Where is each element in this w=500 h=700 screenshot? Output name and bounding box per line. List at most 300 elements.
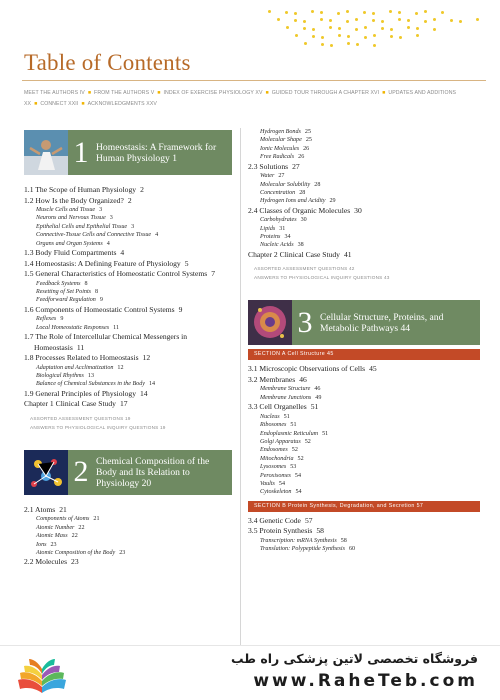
toc-subentry-text: Endosomes xyxy=(260,447,288,454)
toc-heading-text: Chapter 2 Clinical Case Study xyxy=(248,249,340,259)
toc-page-number: 22 xyxy=(78,524,85,531)
footer-watermark xyxy=(0,645,500,700)
toc-subentry-text: Free Radicals xyxy=(260,154,295,161)
toc-page-number: 2 xyxy=(140,185,144,194)
toc-page-number: 45 xyxy=(369,364,377,374)
toc-subentry[interactable] xyxy=(248,189,480,197)
separator-square-icon: ■ xyxy=(81,101,85,107)
decor-dot xyxy=(381,20,384,23)
spacer xyxy=(248,282,480,300)
decor-dot xyxy=(373,34,376,37)
toc-subentry-text: Adaptation and Acclimatization xyxy=(36,364,114,371)
footer-url-link[interactable]: www.RaheTeb.com xyxy=(253,671,478,691)
toc-page-number: 27 xyxy=(278,173,285,180)
toc-subentry-text: Resetting of Set Points xyxy=(36,288,92,295)
toc-heading-entry[interactable] xyxy=(24,259,232,270)
toc-page-number: 23 xyxy=(71,557,79,567)
toc-subentry[interactable] xyxy=(24,206,232,214)
decor-dot xyxy=(304,42,307,45)
toc-page-number: 52 xyxy=(291,447,298,454)
toc-page-number: 12 xyxy=(142,353,151,363)
front-matter-link[interactable]: UPDATES AND ADDITIONS xyxy=(388,90,457,96)
toc-subentry-text: Lysosomes xyxy=(260,464,287,471)
toc-page-number: 3 xyxy=(99,207,103,213)
toc-heading-text: 1.5 General Characteristics of Homeostatic Control Systems xyxy=(24,269,208,279)
toc-heading-text: 3.2 Membranes xyxy=(248,374,296,384)
decor-dot xyxy=(311,10,314,13)
toc-subentry-text: Epithelial Cells and Epithelial Tissue xyxy=(36,223,128,230)
toc-subentry[interactable] xyxy=(248,241,480,249)
toc-subentry[interactable] xyxy=(248,480,480,488)
toc-subentry[interactable] xyxy=(248,438,480,446)
toc-page-number: 54 xyxy=(294,472,302,479)
spacer xyxy=(24,175,232,185)
toc-heading-text: Chapter 1 Clinical Case Study xyxy=(24,399,116,409)
toc-subentry[interactable] xyxy=(24,372,232,380)
decor-dot xyxy=(381,27,384,30)
toc-subentry[interactable] xyxy=(248,225,480,233)
decor-dot xyxy=(372,12,375,15)
assessment-entry[interactable] xyxy=(248,264,480,273)
toc-heading-entry[interactable] xyxy=(24,248,232,259)
toc-page-number: 26 xyxy=(303,145,310,152)
toc-subentry-text: Membrane Junctions xyxy=(260,394,312,401)
toc-subentry-text: Carbohydrates xyxy=(260,217,297,224)
separator-square-icon: ■ xyxy=(34,101,38,107)
column-divider xyxy=(240,128,241,650)
toc-heading-text: 1.4 Homeostasis: A Defining Feature of Physiology xyxy=(24,258,181,268)
toc-subentry[interactable] xyxy=(24,380,232,388)
toc-heading-entry[interactable] xyxy=(24,389,232,400)
chapter-thumbnail-image xyxy=(248,300,292,345)
toc-heading-entry[interactable] xyxy=(24,399,232,410)
toc-page-number: 4 xyxy=(120,248,125,258)
toc-subentry-text: Peroxisomes xyxy=(260,472,291,479)
toc-subentry-text: Molecular Shape xyxy=(260,137,302,144)
toc-subentry-text: Atomic Composition of the Body xyxy=(36,549,116,556)
toc-subentry-text: Biological Rhythms xyxy=(36,372,84,379)
toc-page-number: 34 xyxy=(284,234,291,241)
toc-page-number: 51 xyxy=(283,413,290,420)
toc-heading-entry[interactable] xyxy=(248,526,480,537)
assessment-entry[interactable] xyxy=(24,423,232,432)
toc-subentry[interactable] xyxy=(248,172,480,180)
toc-subentry-text: Organs and Organ Systems xyxy=(36,240,103,247)
toc-heading-text: 1.2 How Is the Body Organized? xyxy=(24,195,124,205)
separator-square-icon: ■ xyxy=(87,90,92,96)
decor-dot xyxy=(399,36,402,39)
toc-subentry-text: Vaults xyxy=(260,480,275,487)
section-banner xyxy=(248,349,480,360)
chapter-title-text: Homeostasis: A Framework for Human Physiology xyxy=(96,141,217,164)
assessment-page: 42 xyxy=(348,266,355,272)
toc-heading-text: 1.8 Processes Related to Homeostasis xyxy=(24,353,139,363)
decor-dot xyxy=(364,26,367,29)
section-banner xyxy=(248,501,480,512)
toc-heading-entry[interactable] xyxy=(24,332,232,353)
toc-subentry[interactable] xyxy=(248,181,480,189)
toc-subentry-text: Local Homeostatic Responses xyxy=(36,324,110,331)
toc-heading-text: 1.6 Components of Homeostatic Control Systems xyxy=(24,304,175,314)
toc-page-number: 46 xyxy=(299,374,307,384)
title-divider xyxy=(22,80,486,81)
toc-subentry-text: Ions xyxy=(36,541,47,548)
chapter-banner xyxy=(248,300,480,345)
toc-page-number: 51 xyxy=(322,430,329,437)
spacer xyxy=(24,432,232,450)
front-matter-link[interactable]: INDEX OF EXERCISE PHYSIOLOGY xyxy=(163,90,254,96)
toc-subentry[interactable] xyxy=(248,394,480,402)
toc-subentry-text: Balance of Chemical Substances in the Body xyxy=(36,381,145,388)
toc-subentry-text: Lipids xyxy=(260,225,276,232)
chapter-title xyxy=(316,312,480,334)
chapter-thumbnail-image xyxy=(24,130,68,175)
chapter-title xyxy=(92,456,232,489)
toc-heading-text: 2.3 Solutions xyxy=(248,161,289,171)
decor-dot xyxy=(441,11,444,14)
toc-page-number: 12 xyxy=(117,364,124,371)
toc-heading-text: 2.4 Classes of Organic Molecules xyxy=(248,205,351,215)
toc-heading-text: 3.1 Microscopic Observations of Cells xyxy=(248,364,366,374)
toc-heading-text: 1.1 The Scope of Human Physiology xyxy=(24,185,137,194)
toc-heading-entry[interactable] xyxy=(248,364,480,375)
separator-square-icon: ■ xyxy=(265,90,269,96)
decor-dot xyxy=(355,28,358,31)
footer-divider xyxy=(0,645,500,646)
chapter-title-text: Cellular Structure, Proteins, and Metabolic Pathways xyxy=(320,311,444,334)
toc-page-number: 54 xyxy=(278,480,285,487)
toc-page-number: 54 xyxy=(295,489,302,496)
toc-subentry-text: Atomic Mass xyxy=(36,533,68,540)
toc-heading-entry[interactable] xyxy=(24,196,232,207)
toc-page-number: 3 xyxy=(131,223,135,230)
toc-subentry[interactable] xyxy=(24,515,232,523)
decor-dot xyxy=(390,35,393,38)
toc-subentry-text: Cytoskeleton xyxy=(260,489,292,496)
toc-heading-entry[interactable] xyxy=(24,557,232,568)
toc-subentry[interactable] xyxy=(248,421,480,429)
decor-dot xyxy=(372,19,375,22)
toc-subentry[interactable] xyxy=(248,136,480,144)
footer-store-name: فروشگاه تخصصی لاتین پزشکی راه طب xyxy=(230,651,478,666)
toc-page-number: 30 xyxy=(300,217,307,224)
decor-dot xyxy=(373,44,376,47)
toc-left-column xyxy=(24,130,232,568)
section-label: SECTION A xyxy=(254,351,286,358)
assessment-page: 19 xyxy=(160,424,166,430)
toc-page-number: 23 xyxy=(119,549,126,556)
toc-page-number: 38 xyxy=(297,242,304,249)
assessment-text: ANSWERS TO PHYSIOLOGICAL INQUIRY QUESTIONS xyxy=(30,424,159,430)
decor-dot xyxy=(433,18,436,21)
assessment-entry[interactable] xyxy=(248,273,480,282)
toc-page-number: 7 xyxy=(211,269,216,279)
toc-subentry[interactable] xyxy=(248,385,480,393)
toc-page-number: 51 xyxy=(290,422,297,429)
front-matter-page: IV xyxy=(79,90,85,96)
toc-page-number: 17 xyxy=(119,399,128,409)
chapter-page: 44 xyxy=(400,322,411,334)
toc-page-number: 58 xyxy=(340,537,347,544)
toc-page-number: 9 xyxy=(178,304,183,314)
section-page: 57 xyxy=(416,502,424,509)
decor-dot xyxy=(329,19,332,22)
decor-dot xyxy=(416,27,419,30)
toc-subentry[interactable] xyxy=(248,472,480,480)
decor-dot xyxy=(398,11,401,14)
decor-dot xyxy=(416,34,419,37)
decor-dot xyxy=(312,35,315,38)
toc-subentry[interactable] xyxy=(24,231,232,239)
section-page: 45 xyxy=(327,351,334,358)
toc-heading-entry[interactable] xyxy=(248,250,480,261)
decor-dot xyxy=(346,10,349,13)
toc-page-number: 51 xyxy=(310,402,319,412)
toc-heading-entry[interactable] xyxy=(24,353,232,364)
toc-subentry[interactable] xyxy=(248,463,480,471)
toc-page-number: 25 xyxy=(304,129,311,135)
toc-page-number: 41 xyxy=(343,249,352,259)
toc-heading-entry[interactable] xyxy=(24,269,232,280)
decor-dot xyxy=(450,19,453,22)
chapter-page: 20 xyxy=(141,477,152,489)
chapter-title xyxy=(92,142,232,164)
toc-page-number: 3 xyxy=(109,215,113,222)
toc-page-number: 58 xyxy=(316,526,324,536)
toc-subentry-text: Components of Atoms xyxy=(36,516,90,523)
toc-subentry-text: Feedforward Regulation xyxy=(36,297,96,304)
toc-subentry-text: Muscle Cells and Tissue xyxy=(36,207,96,213)
toc-heading-entry[interactable] xyxy=(248,402,480,413)
toc-page-number: 30 xyxy=(354,205,362,215)
toc-page-number: 5 xyxy=(184,258,189,268)
front-matter-page: XVI xyxy=(370,90,380,96)
toc-page-number: 11 xyxy=(76,342,85,352)
decorative-dots xyxy=(268,10,478,52)
decor-dot xyxy=(364,36,367,39)
book-logo-icon xyxy=(14,651,70,695)
decor-dot xyxy=(476,18,479,21)
decor-dot xyxy=(390,28,393,31)
toc-heading-text: 3.4 Genetic Code xyxy=(248,515,301,525)
toc-subentry-text: Membrane Structure xyxy=(260,386,311,393)
toc-subentry-text: Transcription: mRNA Synthesis xyxy=(260,537,337,544)
toc-heading-text: 3.5 Protein Synthesis xyxy=(248,526,313,536)
toc-subentry[interactable] xyxy=(24,214,232,222)
toc-subentry[interactable] xyxy=(24,364,232,372)
toc-page-number: 28 xyxy=(314,181,321,188)
toc-subentry[interactable] xyxy=(24,532,232,540)
chapter-number: 3 xyxy=(297,305,313,339)
toc-page-number: 8 xyxy=(95,288,99,295)
toc-subentry-text: Feedback Systems xyxy=(36,280,81,287)
toc-subentry-text: Reflexes xyxy=(36,316,57,323)
chapter-title-text: Chemical Composition of the Body and Its Relation to Physiology xyxy=(96,455,210,489)
decor-dot xyxy=(398,18,401,21)
assessment-page: 19 xyxy=(124,415,131,421)
decor-dot xyxy=(321,43,324,46)
front-matter-link[interactable]: MEET THE AUTHORS xyxy=(24,90,79,96)
toc-subentry[interactable] xyxy=(248,545,480,553)
toc-subentry-text: Concentration xyxy=(260,189,296,196)
decor-dot xyxy=(295,34,298,37)
toc-subentry[interactable] xyxy=(248,446,480,454)
front-matter-link[interactable]: CONNECT xyxy=(40,101,67,107)
toc-subentry[interactable] xyxy=(248,413,480,421)
front-matter-link[interactable]: ACKNOWLEDGMENTS xyxy=(87,101,145,107)
toc-page-number: 49 xyxy=(315,394,322,401)
toc-page-number: 9 xyxy=(60,316,64,323)
toc-subentry[interactable] xyxy=(24,223,232,231)
toc-subentry-text: Ionic Molecules xyxy=(260,145,300,152)
toc-subentry[interactable] xyxy=(248,537,480,545)
decor-dot xyxy=(277,18,280,21)
front-matter-page: XV xyxy=(255,90,263,96)
spacer xyxy=(24,495,232,505)
decor-dot xyxy=(320,18,323,21)
chapter-number: 2 xyxy=(73,455,89,489)
decor-dot xyxy=(286,26,289,29)
front-matter-link[interactable]: GUIDED TOUR THROUGH A CHAPTER xyxy=(271,90,369,96)
toc-page-number: 2 xyxy=(127,195,132,205)
chapter-banner xyxy=(24,130,232,175)
decor-dot xyxy=(329,26,332,29)
front-matter-page: XXV xyxy=(146,101,157,107)
toc-subentry-text: Proteins xyxy=(260,234,281,241)
toc-subentry[interactable] xyxy=(248,128,480,136)
toc-subentry-text: Hydrogen Ions and Acidity xyxy=(260,198,326,205)
decor-dot xyxy=(363,11,366,14)
toc-subentry[interactable] xyxy=(248,430,480,438)
toc-subentry[interactable] xyxy=(248,488,480,496)
toc-page-number: 13 xyxy=(87,372,94,379)
toc-heading-entry[interactable] xyxy=(248,162,480,173)
toc-heading-entry[interactable] xyxy=(24,505,232,516)
front-matter-link[interactable]: FROM THE AUTHORS xyxy=(94,90,150,96)
toc-page-number: 23 xyxy=(50,541,57,548)
decor-dot xyxy=(407,19,410,22)
toc-heading-entry[interactable] xyxy=(248,516,480,527)
front-matter-list xyxy=(24,88,480,110)
toc-right-column xyxy=(248,128,480,554)
decor-dot xyxy=(356,43,359,46)
toc-subentry[interactable] xyxy=(24,524,232,532)
front-matter-page: V xyxy=(150,90,155,96)
toc-page-number: 52 xyxy=(304,438,311,445)
section-title: Cell Structure xyxy=(287,351,326,358)
toc-heading-text: 3.3 Cell Organelles xyxy=(248,402,307,412)
toc-subentry-text: Nucleus xyxy=(260,413,280,420)
decor-dot xyxy=(389,10,392,13)
toc-subentry[interactable] xyxy=(248,233,480,241)
toc-subentry[interactable] xyxy=(248,197,480,205)
section-label: SECTION B xyxy=(254,502,287,509)
decor-dot xyxy=(424,10,427,13)
toc-subentry[interactable] xyxy=(24,240,232,248)
chapter-banner xyxy=(24,450,232,495)
chapter-page: 1 xyxy=(172,152,178,164)
toc-page-number: 14 xyxy=(140,388,148,398)
decor-dot xyxy=(415,12,418,15)
toc-page-number: 14 xyxy=(149,381,156,388)
assessment-text: ASSORTED ASSESSMENT QUESTIONS xyxy=(30,415,124,421)
decor-dot xyxy=(346,20,349,23)
toc-heading-entry[interactable] xyxy=(248,206,480,217)
toc-subentry-text: Neurons and Nervous Tissue xyxy=(36,215,106,222)
toc-heading-text: 1.3 Body Fluid Compartments xyxy=(24,248,117,258)
toc-subentry-text: Hydrogen Bonds xyxy=(260,129,301,135)
decor-dot xyxy=(338,27,341,30)
decor-dot xyxy=(320,11,323,14)
toc-page-number: 29 xyxy=(329,198,336,205)
toc-page-number: 4 xyxy=(106,240,110,247)
decor-dot xyxy=(294,19,297,22)
decor-dot xyxy=(321,36,324,39)
toc-subentry[interactable] xyxy=(248,145,480,153)
toc-subentry[interactable] xyxy=(24,296,232,304)
toc-page-number: 31 xyxy=(279,225,286,232)
decor-dot xyxy=(337,12,340,15)
toc-subentry[interactable] xyxy=(24,288,232,296)
toc-subentry[interactable] xyxy=(24,549,232,557)
decor-dot xyxy=(285,11,288,14)
toc-page-number: 21 xyxy=(93,516,100,523)
toc-page-number: 52 xyxy=(297,455,304,462)
toc-page-number: 46 xyxy=(314,386,321,393)
toc-page-number: 25 xyxy=(305,137,312,144)
toc-heading-text: 2.2 Molecules xyxy=(24,557,68,567)
decor-dot xyxy=(347,35,350,38)
assessment-entry[interactable] xyxy=(24,414,232,423)
decor-dot xyxy=(303,27,306,30)
toc-subentry[interactable] xyxy=(24,280,232,288)
toc-subentry[interactable] xyxy=(24,315,232,323)
toc-page-number: 9 xyxy=(99,297,103,304)
chapter-number: 1 xyxy=(73,135,89,169)
front-matter-page: XX xyxy=(24,101,32,107)
toc-subentry[interactable] xyxy=(248,455,480,463)
toc-page-number: 26 xyxy=(298,154,305,161)
decor-dot xyxy=(330,44,333,47)
toc-subentry-text: Molecular Solubility xyxy=(260,181,311,188)
decor-dot xyxy=(294,12,297,15)
decor-dot xyxy=(355,18,358,21)
toc-subentry[interactable] xyxy=(24,541,232,549)
toc-subentry[interactable] xyxy=(248,216,480,224)
toc-page-number: 60 xyxy=(348,546,356,553)
toc-page-number: 8 xyxy=(84,280,88,287)
decor-dot xyxy=(303,20,306,23)
toc-subentry-text: Nucleic Acids xyxy=(260,242,294,249)
toc-heading-text: 1.7 The Role of Intercellular Chemical Messengers in Homeostasis xyxy=(24,332,188,352)
decor-dot xyxy=(268,10,271,13)
toc-subentry[interactable] xyxy=(248,153,480,161)
assessment-page: 43 xyxy=(384,275,390,281)
toc-subentry[interactable] xyxy=(24,324,232,332)
section-title: Protein Synthesis, Degradation, and Secretion xyxy=(288,502,415,509)
decor-dot xyxy=(407,26,410,29)
toc-subentry-text: Translation: Polypeptide Synthesis xyxy=(260,546,345,553)
toc-heading-entry[interactable] xyxy=(24,185,232,196)
toc-page-number: 21 xyxy=(59,504,67,514)
toc-subentry-text: Connective-Tissue Cells and Connective Tissue xyxy=(36,232,152,239)
toc-heading-entry[interactable] xyxy=(24,305,232,316)
decor-dot xyxy=(433,28,436,31)
separator-square-icon: ■ xyxy=(157,90,161,96)
decor-dot xyxy=(312,28,315,31)
assessment-text: ANSWERS TO PHYSIOLOGICAL INQUIRY QUESTIONS xyxy=(254,275,383,281)
toc-heading-entry[interactable] xyxy=(248,375,480,386)
